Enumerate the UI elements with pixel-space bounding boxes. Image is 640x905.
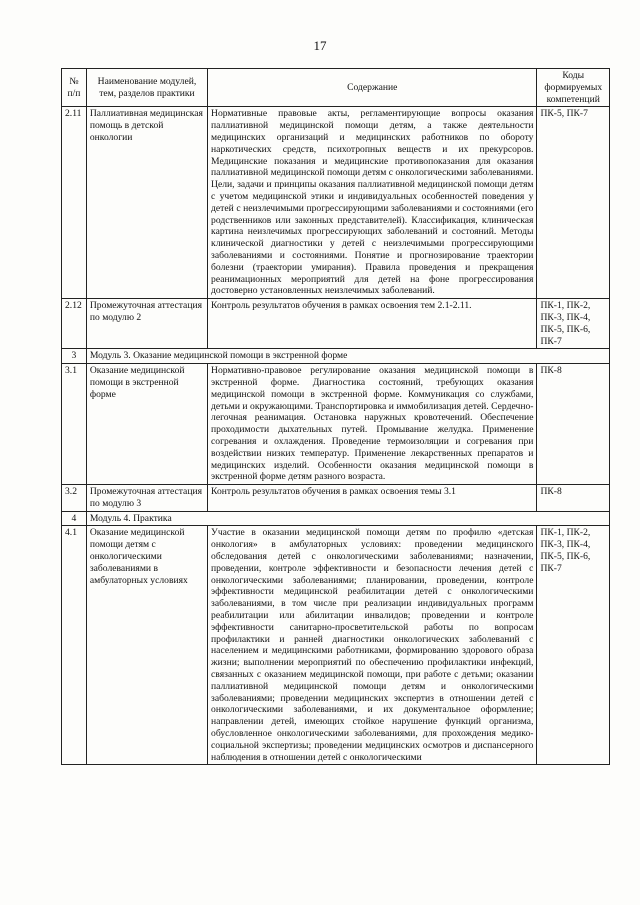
table-row	[62, 107, 610, 299]
header-num: № п/п	[62, 69, 87, 107]
row-name: Оказание медицинской помощи в экстренной форме	[86, 364, 207, 485]
row-num: 4.1	[62, 526, 87, 765]
row-name: Промежуточная аттестация по модулю 3	[86, 485, 207, 512]
section-num: 4	[62, 511, 87, 526]
row-name: Промежуточная аттестация по модулю 2	[86, 299, 207, 349]
row-content: Нормативные правовые акты, регламентирующие вопросы оказания паллиативной медицинской помощи детям, а также деятельности медицинских организаций и медицинских работников по обороту наркотических средств, психотропных веществ и их прекурсоров. Медицинские показания и медицинские противопоказания для оказания паллиативной медицинской помощи детям с онкологическими заболеваниями. Цели, задачи и принципы оказания паллиативной медицинской помощи детям с учетом медицинской этики и индивидуальных особенностей поведения у детей с неизлечимыми прогрессирующими заболеваниями и состояниями (его родственников или законных представителей). Классификация, клиническая картина неизлечимых прогрессирующих заболеваний и состояний. Методы клинической диагностики у детей с неизлечимыми прогрессирующими заболеваниями и состояниями. Понятие и прогнозирование траектории болезни (траектории умирания). Правила проведения и прекращения реанимационных мероприятий для детей на фоне прогрессирования достоверно установленных неизлечимых заболеваний.	[208, 107, 537, 299]
row-name: Паллиативная медицинская помощь в детской онкологии	[86, 107, 207, 299]
header-content: Содержание	[208, 69, 537, 107]
row-num: 3.1	[62, 364, 87, 485]
section-title: Модуль 4. Практика	[86, 511, 609, 526]
row-num: 2.11	[62, 107, 87, 299]
table-header-row	[62, 69, 610, 107]
row-content: Участие в оказании медицинской помощи детям по профилю «детская онкология» в амбулаторных условиях: проведении медицинского обследования детей с онкологическими заболеваниями; назначении, проведении, контроле эффективности и безопасности лечения детей с онкологическими заболеваниями; планировании, проведении, контроле эффективности медицинской реабилитации детей с онкологическими заболеваниями, в том числе при реализации индивидуальных программ реабилитации или абилитации инвалидов; проведении и контроле эффективности санитарно-просветительской работы по вопросам профилактики и ранней диагностики онкологических заболеваний с населением и медицинскими работниками, формированию здорового образа жизни; выполнении мероприятий по обеспечению профилактики инфекций, связанных с оказанием медицинской помощи, при работе с детьми; оказании паллиативной медицинской помощи детям и онкологическими заболеваниями; проведении медицинских экспертиз в отношении детей с онкологическими заболеваниями, и их документальное оформление; направлении детей, имеющих стойкое нарушение функций организма, обусловленное онкологическими заболеваниями, для прохождения медико-социальной экспертизы; проведении медицинских осмотров и диспансерного наблюдения в отношении детей с онкологическими	[208, 526, 537, 765]
row-num: 3.2	[62, 485, 87, 512]
row-codes: ПК-8	[537, 364, 610, 485]
table-row	[62, 299, 610, 349]
section-row	[62, 511, 610, 526]
section-title: Модуль 3. Оказание медицинской помощи в экстренной форме	[86, 349, 609, 364]
header-codes: Коды формируемых компетенций	[537, 69, 610, 107]
row-content: Контроль результатов обучения в рамках освоения тем 2.1-2.11.	[208, 299, 537, 349]
section-row	[62, 349, 610, 364]
table-row	[62, 485, 610, 512]
row-codes: ПК-5, ПК-7	[537, 107, 610, 299]
row-name: Оказание медицинской помощи детям с онкологическими заболеваниями в амбулаторных условиях	[86, 526, 207, 765]
row-codes: ПК-1, ПК-2, ПК-3, ПК-4, ПК-5, ПК-6, ПК-7	[537, 299, 610, 349]
row-content: Контроль результатов обучения в рамках освоения темы 3.1	[208, 485, 537, 512]
row-codes: ПК-8	[537, 485, 610, 512]
row-codes: ПК-1, ПК-2, ПК-3, ПК-4, ПК-5, ПК-6, ПК-7	[537, 526, 610, 765]
header-name: Наименование модулей, тем, разделов практики	[86, 69, 207, 107]
curriculum-table	[61, 68, 610, 765]
row-content: Нормативно-правовое регулирование оказания медицинской помощи в экстренной форме. Диагностика состояний, требующих оказания медицинской помощи в экстренной форме. Коммуникация со службами, детьми и окружающими. Транспортировка и иммобилизация детей. Сердечно-легочная реанимация. Остановка наружных кровотечений. Обеспечение проходимости дыхательных путей. Промывание желудка. Применение согревания и охлаждения. Проведение термоизоляции и согревания при воздействии низких температур. Применение лекарственных препаратов и медицинских изделий. Особенности оказания медицинской помощи в экстренной форме детям разного возраста.	[208, 364, 537, 485]
section-num: 3	[62, 349, 87, 364]
page-number: 17	[313, 38, 327, 53]
table-row	[62, 364, 610, 485]
row-num: 2.12	[62, 299, 87, 349]
table-row	[62, 526, 610, 765]
